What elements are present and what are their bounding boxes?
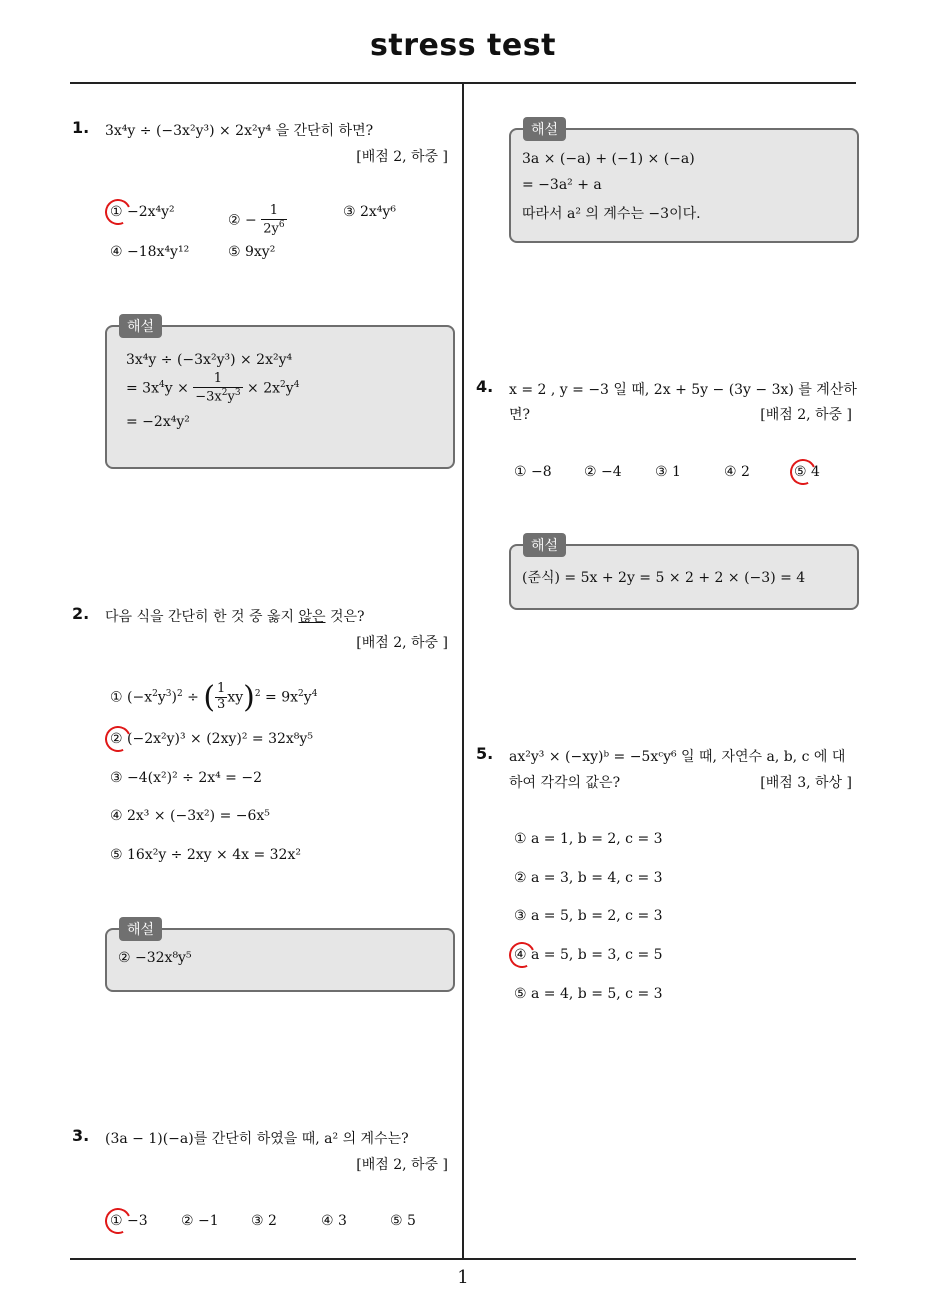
question-text: x = 2 , y = −3 일 때, 2x + 5y − (3y − 3x) 를 계산하 [509, 382, 857, 398]
solution-line: ② −32x⁸y⁵ [118, 950, 192, 966]
solution-line: = −3a² + a [522, 177, 602, 193]
choice-1[interactable]: ① −2x⁴y² [110, 204, 175, 220]
answer-mark [101, 1204, 134, 1237]
choice-3[interactable]: ③ 2x⁴y⁶ [343, 204, 396, 220]
choice-3[interactable]: ③ 1 [655, 464, 681, 480]
solution-label: 해설 [119, 314, 162, 338]
choice-2[interactable]: ② − $\frac{1}{2y^6}$ [228, 203, 285, 237]
choice-2[interactable]: ② (−2x²y)³ × (2xy)² = 32x⁸y⁵ [110, 731, 313, 747]
column-divider [462, 83, 464, 1259]
solution-line: 3a × (−a) + (−1) × (−a) [522, 151, 695, 167]
question-text: ax²y³ × (−xy)ᵇ = −5xᶜy⁶ 일 때, 자연수 a, b, c 에 대 [509, 749, 846, 765]
answer-mark [505, 938, 538, 971]
choice-2[interactable]: ② a = 3, b = 4, c = 3 [514, 870, 663, 886]
choice-1[interactable]: ① −8 [514, 464, 552, 480]
question-text: 3x⁴y ÷ (−3x²y³) × 2x²y⁴ 을 간단히 하면? [105, 123, 374, 139]
choice-4[interactable]: ④ a = 5, b = 3, c = 5 [514, 947, 663, 963]
question-meta: [배점 2, 하중 ] [356, 1157, 448, 1173]
solution-line: 3x⁴y ÷ (−3x²y³) × 2x²y⁴ [126, 352, 293, 368]
choice-3[interactable]: ③ 2 [251, 1213, 277, 1229]
solution-line: 따라서 a² 의 계수는 −3이다. [522, 206, 701, 222]
question-text: 다음 식을 간단히 한 것 중 옳지 않은 것은? [105, 609, 365, 625]
page-title: stress test [370, 28, 556, 63]
choice-1[interactable]: ① $(-x^2y^3)^2$ ÷ ( $\frac{1}{3}$ $xy)^2 = 9x^2y^4$ [110, 680, 318, 715]
question-meta: [배점 2, 하중 ] [356, 635, 448, 651]
choice-1[interactable]: ① a = 1, b = 2, c = 3 [514, 831, 663, 847]
solution-line: = −2x⁴y² [126, 414, 190, 430]
answer-mark [101, 722, 134, 755]
choice-4[interactable]: ④ 3 [321, 1213, 347, 1229]
page-number: 1 [457, 1267, 469, 1288]
question-number: 1. [72, 118, 90, 137]
choice-5[interactable]: ⑤ a = 4, b = 5, c = 3 [514, 986, 663, 1002]
solution-line: = $3x^4y$ × $\frac{1}{-3x^2y^3}$ × $2x^2y^4$ [126, 371, 300, 405]
answer-mark [101, 195, 134, 228]
choice-1[interactable]: ① −3 [110, 1213, 148, 1229]
question-text: (3a − 1)(−a)를 간단히 하였을 때, a² 의 계수는? [105, 1131, 409, 1147]
question-meta: [배점 2, 하중 ] [760, 407, 852, 423]
choice-3[interactable]: ③ −4(x²)² ÷ 2x⁴ = −2 [110, 770, 262, 786]
question-meta: [배점 2, 하중 ] [356, 149, 448, 165]
choice-3[interactable]: ③ a = 5, b = 2, c = 3 [514, 908, 663, 924]
choice-4[interactable]: ④ 2x³ × (−3x²) = −6x⁵ [110, 808, 270, 824]
question-number: 3. [72, 1126, 90, 1145]
choice-5[interactable]: ⑤ 4 [794, 464, 820, 480]
answer-mark [786, 455, 819, 488]
choice-5[interactable]: ⑤ 9xy² [228, 244, 276, 260]
question-number: 2. [72, 604, 90, 623]
question-number: 4. [476, 377, 494, 396]
solution-label: 해설 [119, 917, 162, 941]
choice-5[interactable]: ⑤ 5 [390, 1213, 416, 1229]
solution-label: 해설 [523, 533, 566, 557]
choice-5[interactable]: ⑤ 16x²y ÷ 2xy × 4x = 32x² [110, 847, 301, 863]
footer-rule [70, 1258, 856, 1260]
choice-4[interactable]: ④ 2 [724, 464, 750, 480]
question-text-cont: 면? [509, 407, 531, 423]
question-text-cont: 하여 각각의 값은? [509, 775, 621, 791]
question-meta: [배점 3, 하상 ] [760, 775, 852, 791]
choice-2[interactable]: ② −1 [181, 1213, 219, 1229]
choice-4[interactable]: ④ −18x⁴y¹² [110, 244, 190, 260]
choice-2[interactable]: ② −4 [584, 464, 622, 480]
question-number: 5. [476, 744, 494, 763]
solution-line: (준식) = 5x + 2y = 5 × 2 + 2 × (−3) = 4 [522, 570, 806, 586]
solution-label: 해설 [523, 117, 566, 141]
